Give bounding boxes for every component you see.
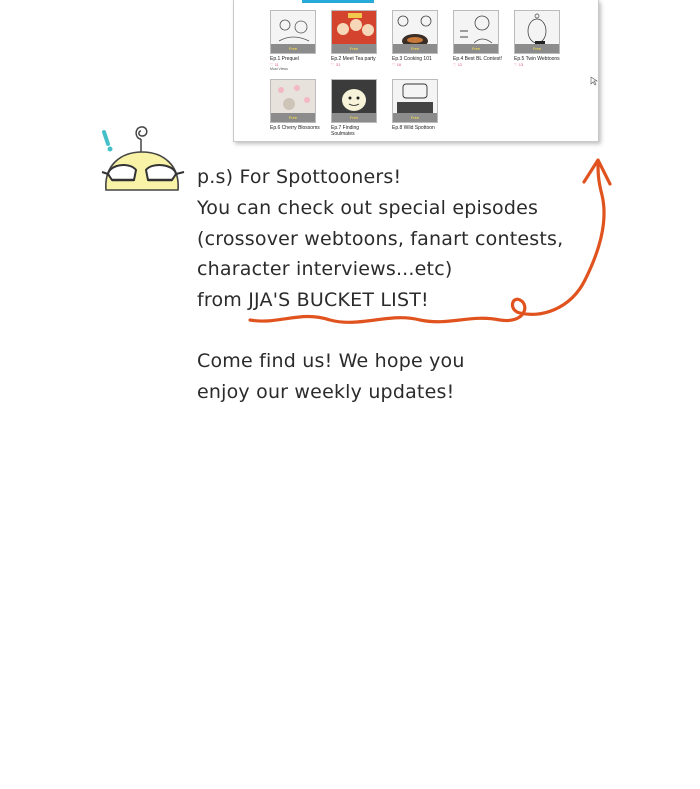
message-line-4: character interviews...etc) bbox=[197, 258, 453, 280]
free-badge: Free bbox=[393, 44, 437, 53]
episode-title: Ep.5 Twin Webtoons bbox=[514, 56, 560, 62]
episode-thumbnail bbox=[514, 10, 560, 54]
message-line-1: p.s) For Spottooners! bbox=[197, 166, 402, 188]
heart-icon: ♡ bbox=[453, 62, 457, 67]
heart-icon: ♡ bbox=[514, 62, 518, 67]
cursor-icon bbox=[590, 76, 598, 86]
episode-card bbox=[331, 79, 381, 137]
episode-card bbox=[453, 10, 503, 67]
mascot-character bbox=[98, 114, 188, 194]
episode-title: Ep.7 Finding Soulmates bbox=[331, 125, 360, 137]
episode-thumbnail bbox=[270, 10, 316, 54]
message-line-7: enjoy our weekly updates! bbox=[197, 381, 455, 403]
free-badge: Free bbox=[393, 113, 437, 122]
message-line-5: from JJA'S BUCKET LIST! bbox=[197, 289, 429, 311]
exclamation-icon bbox=[104, 132, 108, 144]
episode-sub: Most Views bbox=[270, 67, 288, 71]
episode-title: Ep.8 Wild Spottoon bbox=[392, 125, 435, 131]
episode-likes: ♡ 16 bbox=[392, 62, 402, 67]
episode-title: Ep.2 Meet Tea party bbox=[331, 56, 376, 62]
episode-likes: ♡ 31 bbox=[331, 62, 341, 67]
episode-card bbox=[331, 10, 381, 67]
episode-likes: ♡ 12 bbox=[453, 62, 463, 67]
episode-title: Ep.1 Prequel bbox=[270, 56, 299, 62]
message-line-3: (crossover webtoons, fanart contests, bbox=[197, 228, 564, 250]
episode-likes: ♡ 11 bbox=[270, 62, 279, 67]
heart-icon: ♡ bbox=[392, 62, 396, 67]
episode-thumbnail bbox=[270, 79, 316, 123]
episode-title: Ep.3 Cooking 101 bbox=[392, 56, 432, 62]
episode-card bbox=[514, 10, 564, 67]
heart-icon: ♡ bbox=[331, 62, 335, 67]
episode-card bbox=[392, 10, 442, 67]
episode-thumbnail bbox=[331, 10, 377, 54]
message-line-6: Come find us! We hope you bbox=[197, 350, 465, 372]
episode-likes: ♡ 13 bbox=[514, 62, 524, 67]
free-badge: Free bbox=[332, 113, 376, 122]
episode-title: Ep.4 Best BL Contest! bbox=[453, 56, 503, 62]
tab-highlight-bar bbox=[302, 0, 374, 3]
free-badge: Free bbox=[515, 44, 559, 53]
spiral-antenna-icon bbox=[136, 127, 147, 139]
episode-title: Ep.6 Cherry Blossoms bbox=[270, 125, 320, 131]
message-line-2: You can check out special episodes bbox=[197, 197, 539, 219]
heart-icon: ♡ bbox=[270, 62, 274, 67]
episode-card bbox=[270, 79, 320, 131]
episode-thumbnail bbox=[392, 10, 438, 54]
episode-thumbnail bbox=[392, 79, 438, 123]
free-badge: Free bbox=[332, 44, 376, 53]
free-badge: Free bbox=[271, 44, 315, 53]
free-badge: Free bbox=[271, 113, 315, 122]
free-badge: Free bbox=[454, 44, 498, 53]
episode-list-screenshot bbox=[233, 0, 599, 142]
episode-thumbnail bbox=[331, 79, 377, 123]
episode-card bbox=[270, 10, 320, 71]
episode-card bbox=[392, 79, 442, 131]
episode-thumbnail bbox=[453, 10, 499, 54]
